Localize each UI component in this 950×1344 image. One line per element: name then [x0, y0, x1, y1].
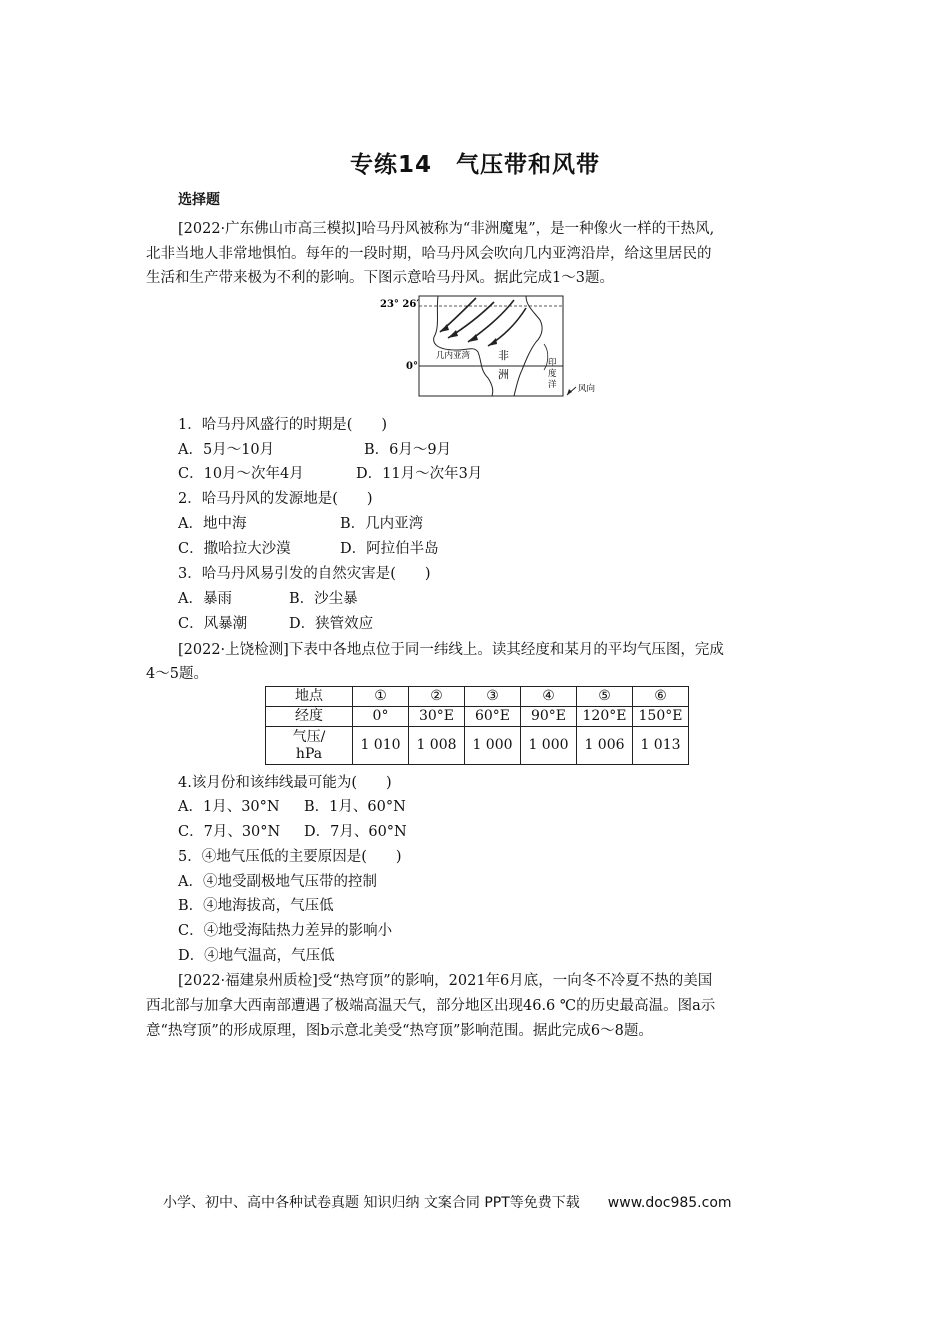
q2-options-cd — [178, 539, 439, 559]
table-cell: 30°E — [409, 707, 465, 727]
q3-option-b: B．沙尘暴 — [289, 591, 358, 607]
intro2-line2: 4～5题。 — [146, 666, 208, 682]
q5-stem: 5．④地气压低的主要原因是( ) — [178, 849, 402, 865]
table-cell: 1 008 — [409, 727, 465, 765]
q5-option-c: C．④地受海陆热力差异的影响小 — [178, 923, 393, 939]
table-cell: 150°E — [633, 707, 689, 727]
q3-stem: 3．哈马丹风易引发的自然灾害是( ) — [178, 566, 431, 582]
gulf-label: 几内亚湾 — [436, 351, 471, 361]
table-cell: ⑤ — [577, 687, 633, 707]
q5-option-b: B．④地海拔高，气压低 — [178, 898, 334, 914]
q2-option-d: D．阿拉伯半岛 — [340, 541, 439, 557]
table-cell: 0° — [353, 707, 409, 727]
lat-equator-label: 0° — [406, 361, 418, 372]
q1-option-c: C．10月～次年4月 — [178, 466, 304, 482]
q4-options-cd — [178, 822, 407, 842]
table-row — [266, 687, 689, 707]
q1-option-d: D．11月～次年3月 — [356, 466, 483, 482]
harmattan-map — [376, 292, 606, 400]
table-cell: 1 000 — [521, 727, 577, 765]
table-row — [266, 707, 689, 727]
table-cell: 90°E — [521, 707, 577, 727]
intro1-line3: 生活和生产带来极为不利的影响。下图示意哈马丹风。据此完成1～3题。 — [146, 270, 614, 286]
title-sub: 气压带和风带 — [456, 152, 600, 178]
title-main: 专练14 — [349, 152, 432, 178]
q3-option-d: D．狭管效应 — [289, 616, 374, 632]
continent-label-1: 非 — [498, 349, 509, 362]
q5-option-d: D．④地气温高，气压低 — [178, 948, 335, 964]
table-cell: 60°E — [465, 707, 521, 727]
table-cell: 1 000 — [465, 727, 521, 765]
pressure-table — [265, 686, 689, 765]
ocean-label-1: 印 — [548, 358, 557, 368]
pressure-label-1: 气压/ — [292, 728, 326, 745]
q5-option-a: A．④地受副极地气压带的控制 — [178, 874, 377, 890]
table-cell: 1 013 — [633, 727, 689, 765]
q1-option-b: B．6月～9月 — [364, 442, 452, 458]
page-title — [0, 146, 950, 179]
q4-option-a: A．1月、30°N — [178, 799, 280, 815]
q1-option-a: A．5月～10月 — [178, 442, 275, 458]
page-footer — [163, 1192, 732, 1212]
q2-option-b: B．几内亚湾 — [340, 516, 424, 532]
ocean-label-2: 度 — [548, 369, 557, 379]
q2-options-ab — [178, 514, 423, 534]
table-cell: 120°E — [577, 707, 633, 727]
intro3-line2: 西北部与加拿大西南部遭遇了极端高温天气，部分地区出现46.6 ℃的历史最高温。图a示 — [146, 998, 716, 1014]
wind-arrows — [440, 298, 526, 346]
table-cell: 经度 — [266, 707, 353, 727]
intro1-line1: [2022·广东佛山市高三模拟]哈马丹风被称为“非洲魔鬼”，是一种像火一样的干热风, — [178, 221, 715, 237]
q4-option-d: D．7月、60°N — [304, 824, 407, 840]
q1-options-ab — [178, 440, 451, 460]
pressure-label-2: hPa — [295, 745, 323, 762]
q3-option-c: C．风暴潮 — [178, 616, 248, 632]
q2-option-c: C．撒哈拉大沙漠 — [178, 541, 291, 557]
table-row — [266, 727, 689, 765]
q3-options-cd — [178, 614, 373, 634]
table-cell: 地点 — [266, 687, 353, 707]
footer-url[interactable]: www.doc985.com — [607, 1195, 732, 1211]
continent-label-2: 洲 — [498, 368, 509, 381]
q1-options-cd — [178, 464, 482, 484]
table-cell: ⑥ — [633, 687, 689, 707]
q3-options-ab — [178, 589, 358, 609]
section-heading: 选择题 — [178, 192, 220, 208]
table-cell — [266, 727, 353, 765]
intro1-line2: 北非当地人非常地惧怕。每年的一段时期，哈马丹风会吹向几内亚湾沿岸，给这里居民的 — [146, 246, 712, 262]
q4-option-c: C．7月、30°N — [178, 824, 281, 840]
intro3-line3: 意“热穹顶”的形成原理，图b示意北美受“热穹顶”影响范围。据此完成6～8题。 — [146, 1023, 653, 1039]
table-cell: ③ — [465, 687, 521, 707]
q2-option-a: A．地中海 — [178, 516, 247, 532]
table-cell: 1 010 — [353, 727, 409, 765]
table-cell: ① — [353, 687, 409, 707]
table-cell: ② — [409, 687, 465, 707]
table-cell: 1 006 — [577, 727, 633, 765]
q4-stem: 4.该月份和该纬线最可能为( ) — [178, 775, 392, 791]
footer-text: 小学、初中、高中各种试卷真题 知识归纳 文案合同 PPT等免费下载 — [163, 1195, 580, 1211]
ocean-label-3: 洋 — [548, 380, 557, 390]
q4-option-b: B．1月、60°N — [304, 799, 406, 815]
q3-option-a: A．暴雨 — [178, 591, 232, 607]
intro2-line1: [2022·上饶检测]下表中各地点位于同一纬线上。读其经度和某月的平均气压图，完成 — [178, 642, 724, 658]
table-cell: ④ — [521, 687, 577, 707]
q1-stem: 1．哈马丹风盛行的时期是( ) — [178, 417, 388, 433]
intro3-line1: [2022·福建泉州质检]受“热穹顶”的影响，2021年6月底，一向冬不冷夏不热的美国 — [178, 973, 713, 989]
legend-label: 风向 — [578, 384, 596, 394]
q4-options-ab — [178, 797, 406, 817]
lat-tropic-label: 23° 26′ — [380, 299, 419, 310]
q2-stem: 2．哈马丹风的发源地是( ) — [178, 491, 373, 507]
